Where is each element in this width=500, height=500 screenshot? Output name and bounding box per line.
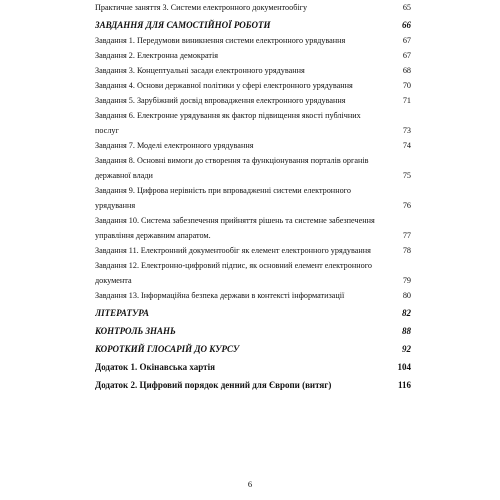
toc-entry bbox=[95, 138, 411, 153]
table-of-contents bbox=[95, 0, 411, 393]
toc-entry-page: 67 bbox=[402, 36, 411, 45]
page-number: 6 bbox=[247, 479, 253, 489]
toc-entry-title: Практичне заняття 3. Системи електронного документообігу bbox=[95, 3, 308, 12]
toc-entry-page: 65 bbox=[402, 3, 411, 12]
toc-entry-page: 88 bbox=[402, 326, 411, 336]
toc-entry bbox=[95, 183, 411, 213]
toc-entry bbox=[95, 213, 411, 243]
toc-entry-page: 82 bbox=[402, 308, 411, 318]
toc-entry bbox=[95, 243, 411, 258]
toc-entry bbox=[95, 153, 411, 183]
toc-entry-title: Завдання 8. Основні вимоги до створення та функціонування порталів органів державної влади bbox=[95, 156, 369, 180]
toc-entry bbox=[95, 93, 411, 108]
toc-section-heading bbox=[95, 306, 411, 321]
toc-entry bbox=[95, 78, 411, 93]
toc-entry-title: Завдання 3. Концептуальні засади електронного урядування bbox=[95, 66, 305, 75]
toc-entry-page: 76 bbox=[402, 201, 411, 210]
toc-entry-title: Додаток 1. Окінавська хартія bbox=[95, 362, 215, 372]
toc-entry-page: 67 bbox=[402, 51, 411, 60]
toc-entry-title: Завдання 11. Електронний документообіг як елемент електронного урядування bbox=[95, 246, 371, 255]
toc-entry bbox=[95, 108, 411, 138]
toc-entry-title: Завдання 12. Електронно-цифровий підпис, як основний елемент електронного документа bbox=[95, 261, 372, 285]
toc-entry-title: Завдання 6. Електронне урядування як фактор підвищення якості публічних послуг bbox=[95, 111, 361, 135]
toc-entry-title: ЛІТЕРАТУРА bbox=[95, 308, 150, 318]
toc-section-heading bbox=[95, 324, 411, 339]
toc-entry bbox=[95, 258, 411, 288]
toc-entry bbox=[95, 33, 411, 48]
toc-entry-page: 66 bbox=[402, 20, 411, 30]
toc-entry-page: 92 bbox=[402, 344, 411, 354]
toc-entry bbox=[95, 48, 411, 63]
toc-entry-title: КОРОТКИЙ ГЛОСАРІЙ ДО КУРСУ bbox=[95, 344, 240, 354]
toc-entry-page: 75 bbox=[402, 171, 411, 180]
toc-entry-page: 78 bbox=[402, 246, 411, 255]
toc-entry-page: 77 bbox=[402, 231, 411, 240]
toc-entry-page: 74 bbox=[402, 141, 411, 150]
toc-entry-title: КОНТРОЛЬ ЗНАНЬ bbox=[95, 326, 176, 336]
toc-entry-page: 68 bbox=[402, 66, 411, 75]
toc-entry-title: Завдання 1. Передумови виникнення системи електронного урядування bbox=[95, 36, 346, 45]
toc-entry-page: 104 bbox=[397, 362, 411, 372]
toc-appendix-entry bbox=[95, 360, 411, 375]
toc-entry-title: Завдання 9. Цифрова нерівність при впровадженні системи електронного урядування bbox=[95, 186, 351, 210]
toc-entry bbox=[95, 63, 411, 78]
toc-entry bbox=[95, 0, 411, 15]
toc-entry bbox=[95, 288, 411, 303]
toc-entry-title: ЗАВДАННЯ ДЛЯ САМОСТІЙНОЇ РОБОТИ bbox=[95, 20, 271, 30]
toc-entry-title: Додаток 2. Цифровий порядок денний для Європи (витяг) bbox=[95, 380, 332, 390]
toc-entry-page: 80 bbox=[402, 291, 411, 300]
toc-section-heading bbox=[95, 342, 411, 357]
toc-entry-page: 73 bbox=[402, 126, 411, 135]
toc-entry-page: 116 bbox=[397, 380, 411, 390]
toc-entry-title: Завдання 4. Основи державної політики у сфері електронного урядування bbox=[95, 81, 353, 90]
toc-entry-page: 71 bbox=[402, 96, 411, 105]
toc-entry-title: Завдання 7. Моделі електронного урядування bbox=[95, 141, 254, 150]
toc-entry-title: Завдання 5. Зарубіжний досвід впровадження електронного урядування bbox=[95, 96, 346, 105]
toc-entry-title: Завдання 2. Електронна демократія bbox=[95, 51, 219, 60]
toc-entry-title: Завдання 10. Система забезпечення прийняття рішень та системне забезпечення управління державним апаратом. bbox=[95, 216, 375, 240]
toc-entry-page: 70 bbox=[402, 81, 411, 90]
toc-entry-page: 79 bbox=[402, 276, 411, 285]
toc-appendix-entry bbox=[95, 378, 411, 393]
toc-section-heading bbox=[95, 18, 411, 33]
toc-entry-title: Завдання 13. Інформаційна безпека держави в контексті інформатизації bbox=[95, 291, 345, 300]
